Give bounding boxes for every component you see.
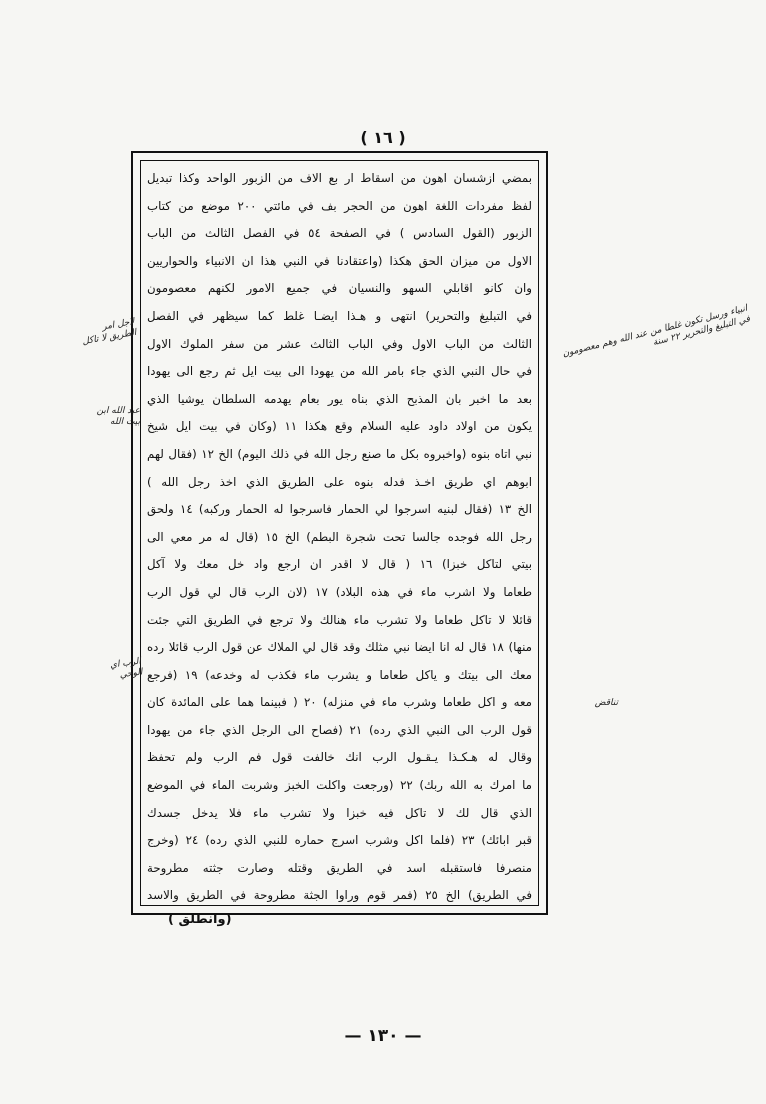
text-line: قائلا لا تاكل طعاما ولا تشرب ماء هنالك ولا ترجع في الطريق التي جئت [147, 612, 532, 627]
text-line: نبي اتاه بنوه (واخبروه بكل ما صنع رجل الله في ذلك اليوم) الخ ١٢ (فقال لهم [147, 446, 532, 461]
text-line: لفظ مفردات اللغة اهون من الحجر بف في مائتي ٢٠٠ موضع من كتاب [147, 198, 532, 213]
text-line: منها) ١٨ قال له انا ايضا نبي مثلك وقد قال لي الملاك عن قول الرب قائلا رده [147, 640, 532, 655]
text-line: ابوهم اي طريق اخـذ فدله بنوه على الطريق الذي اخذ رجل الله ) [147, 474, 532, 489]
margin-note-left: لاجل امر الطريق لا تاكل [81, 316, 138, 348]
catchword: (وانطلق ) [168, 912, 232, 927]
text-line: الثالث من الباب الاول وفي الباب الثالث عشر من سفر الملوك الاول [147, 336, 532, 351]
text-line: وان كانو اقابلي السهو والنسيان في جميع الامور لكنهم معصومون [147, 281, 532, 296]
page-number-bottom: — ١٣٠ — [344, 1026, 422, 1046]
text-line: معه و اكل طعاما وشرب ماء في منزله) ٢٠ ( فبينما هما على المائدة كان [147, 695, 532, 710]
text-line: وقال له هـكـذا يـقـول الرب انك خالفت قول فم الرب ولم تحفظ [147, 750, 532, 765]
margin-note-left: الرب اي الوحي [109, 656, 144, 681]
text-line: ما امرك به الله ربك) ٢٢ (ورجعت واكلت الخبز وشربت الماء في الموضع [147, 778, 532, 793]
text-line: قول الرب الى النبي الذي رده) ٢١ (فصاح الى الرجل الذي جاء من يهودا [147, 722, 532, 737]
text-line: طعاما ولا اشرب ماء في هذه البلاد) ١٧ (لان الرب قال لي قول الرب [147, 584, 532, 599]
text-line: الخ ١٣ (فقال لبنيه اسرجوا لي الحمار فاسرجوا له الحمار وركبه) ١٤ ولحق [147, 502, 532, 517]
text-line: رجل الله فوجده جالسا تحت شجرة البطم) الخ ١٥ (قال له مر معي الى [147, 529, 532, 544]
text-line: في التبليغ والتحرير) انتهى و هـذا ايضـا غلط كما سيظهر في الفصل [147, 308, 532, 323]
text-frame [131, 151, 548, 915]
text-line: بمضي ازشسان اهون من اسقاط ار بع الاف من الزبور الواحد وكذا تبديل [147, 171, 532, 185]
body-text [147, 165, 532, 905]
text-line: منصرفا فاستقبله اسد في الطريق وقتله وصارت جثته مطروحة [147, 860, 532, 875]
text-line: بيتي لتاكل خبزا) ١٦ ( قال لا اقدر ان ارجع واد خل معك ولا آكل [147, 557, 532, 572]
text-line: الاول من ميزان الحق هكذا (واعتقادنا في النبي هذا ان الانبياء والحواريين [147, 253, 532, 268]
text-line: بعد ما اخبر بان المذبح الذي بناه يور بعام يهدمه السلطان يوشيا الذي [147, 391, 532, 406]
margin-note-left: عبد الله ابن بيت الله [96, 406, 140, 427]
text-line: معك الى بيتك و ياكل طعاما و يشرب ماء فكذب له وخدعه) ١٩ (فرجع [147, 667, 532, 682]
margin-note-right: تناقض [594, 698, 618, 708]
text-line: في الطريق) الخ ٢٥ (فمر قوم وراوا الجثة مطروحة في الطريق والاسد [147, 888, 532, 903]
text-line: قبر ابائك) ٢٣ (فلما اكل وشرب اسرج حماره للنبي الذي رده) ٢٤ (وخرج [147, 833, 532, 848]
page-number-top: ( ١٦ ) [360, 128, 406, 147]
text-line: يكون من اولاد داود عليه السلام وقع هكذا ١١ (وكان في بيت ايل شيخ [147, 419, 532, 434]
margin-note-right: انبياء ورسل تكون غلطا من عند الله وهم معصومون في التبليغ والتحرير ٢٢ سنة [561, 303, 752, 360]
text-line: في حال النبي الذي جاء بامر الله من يهودا الى بيت ايل ثم رجع الى يهودا [147, 364, 532, 379]
text-line: الذي قال لك لا تاكل فيه خبزا ولا تشرب ماء فلا يدخل جسدك [147, 805, 532, 820]
text-line: الزبور (القول السادس ) في الصفحة ٥٤ في الفصل الثالث من الباب [147, 226, 532, 241]
